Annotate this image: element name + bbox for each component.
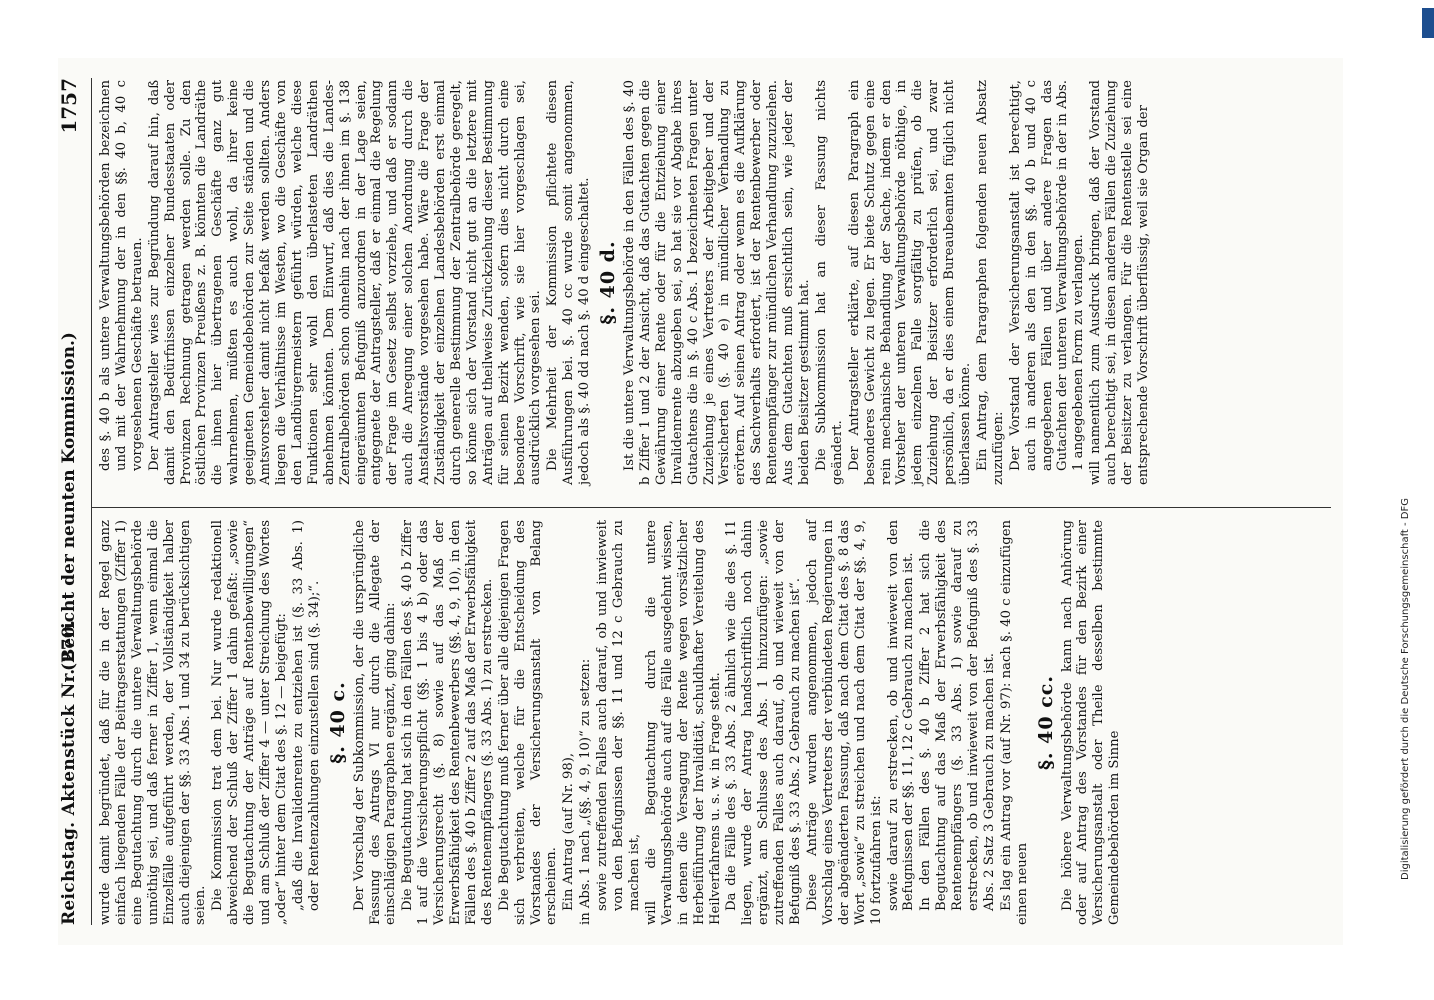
- rotated-page: [58, 58, 1343, 945]
- paragraph: In den Fällen des §. 40 b Ziffer 2 hat sich die Begutachtung auf das Maß der Erwerbsfähigkeit des Rentenempfängers (§. 33 Abs. 1) sowie darauf zu erstrecken, ob und inwieweit von der Befugniß des §. 33 Abs. 2 Satz 3 Gebrauch zu machen ist.: [918, 520, 997, 911]
- section-heading: §. 40 c.: [326, 681, 349, 764]
- paragraph: Die Mehrheit der Kommission pflichtete diesen Ausführungen bei. §. 40 cc wurde somit angenommen, jedoch als §. 40 dd nach §. 40 d eingeschaltet.: [545, 80, 593, 485]
- paragraph: Der Antragsteller wies zur Begründung darauf hin, daß damit den Bedürfnissen einzelner Bundesstaaten oder Provinzen Rechnung getragen werden solle. Zu den östlichen Provinzen Preußens z. B. könnten die Landräthe die ihnen hier übertragenen Geschäfte ganz gut wahrnehmen, müßten es auch wohl, da ihrer keine geeigneten Gemeindebehörden zur Seite ständen und die Amtsvorsteher damit nicht befaßt werden sollten. Anders liegen die Verhältnisse im Westen, wo die Geschäfte von den Landbürgermeistern geführt würden, welche diese Funktionen sehr wohl den überlasteten Landräthen abnehmen könnten. Dem Einwurf, daß dies die Landes-Zentralbehörden schon ohnehin nach der ihnen im §. 138 eingeräumten Befugniß anzuordnen in der Lage seien, entgegnete der Antragsteller, daß er einmal die Regelung der Frage im Gesetz selbst vorziehe, und daß er sodann auch die Anregung einer solchen Anordnung durch die Anstaltsvorstände vorgesehen habe. Wäre die Frage der Zuständigkeit der einzelnen Landesbehörden erst einmal durch generelle Bestimmung der Zentralbehörde geregelt, so könne sich der Vorstand nicht gut an die letztere mit Anträgen auf theilweise Zurückziehung dieser Bestimmung für seinen Bezirk wenden, sofern dies nicht durch eine besondere Vorschrift, wie sie hier vorgeschlagen sei, ausdrücklich vorgesehen sei.: [146, 80, 544, 485]
- paragraph: Die Kommission trat dem bei. Nur wurde redaktionell abweichend der Schluß der Ziffer 1 dahin gefaßt: „sowie die Begutachtung der Anträge auf Rentenbewilligungen“ und am Schluß der Ziffer 4 — unter Streichung des Wortes „oder“ hinter dem Citat des §. 12 — beigefügt:: [210, 520, 289, 925]
- section-heading: §. 40 cc.: [1034, 675, 1057, 770]
- paragraph: Der Antragsteller erklärte, auf diesen Paragraph ein besonderes Gewicht zu legen. Er biete Schutz gegen eine rein mechanische Behandlung der Sache, indem er den Vorsteher der unteren Verwaltungsbehörde nöthige, in jedem einzelnen Falle sorgfältig zu prüfen, ob die Zuziehung der Beisitzer erforderlich sei, und zwar persönlich, da er dies einem Bureaubeamten füglich nicht überlassen könne.: [846, 80, 974, 485]
- paragraph: wurde damit begründet, daß für die in der Regel ganz einfach liegenden Fälle der Beitragserstattungen (Ziffer 1) eine Begutachtung durch die untere Verwaltungsbehörde unnöthig sei, und daß ferner in Ziffer 1, wenn einmal die Einzelfälle aufgeführt werden, der Vollständigkeit halber auch diejenigen der §§. 33 Abs. 1 und 34 zu berücksichtigen seien.: [98, 520, 209, 925]
- dfg-logo: [1422, 8, 1434, 38]
- header-center: (Bericht der neunten Kommission.): [59, 332, 79, 671]
- paragraph: sowie darauf zu erstrecken, ob und inwieweit von den Befugnissen der §§. 11, 12 c Gebrauch zu machen ist.: [885, 520, 917, 911]
- paragraph: Die Subkommission hat an dieser Fassung nichts geändert.: [813, 80, 845, 485]
- paragraph: des §. 40 b als untere Verwaltungsbehörden bezeichnen und mit der Wahrnehmung der in den §§. 40 b, 40 c vorgesehenen Geschäfte betrauen.: [98, 80, 145, 471]
- paragraph: sowie zutreffenden Falles auch darauf, ob und inwieweit von den Befugnissen der §§. 11 und 12 c Gebrauch zu machen ist,: [595, 520, 642, 911]
- paragraph: Der Vorschlag der Subkommission, der die ursprüngliche Fassung des Antrags VI nur durch die Allegate der einschlägigen Paragraphen ergänzt, ging dahin:: [351, 520, 399, 925]
- paragraph: „daß die Invalidenrente zu entziehen ist (§. 33 Abs. 1) oder Rentenzahlungen einzustellen sind (§. 34);“.: [290, 520, 322, 911]
- header-left: Reichstag. Aktenstück Nr. 270.: [59, 619, 79, 925]
- left-column: [98, 520, 1124, 925]
- paragraph: Die Begutachtung hat sich in den Fällen des §. 40 b Ziffer 1 auf die Versicherungspflicht (§§. 1 bis 4 b) oder das Versicherungsrecht (§. 8) sowie auf das Maß der Erwerbsfähigkeit des Rentenbewerbers (§§. 4, 9, 10), in den Fällen des §. 40 b Ziffer 2 auf das Maß der Erwerbsfähigkeit des Rentenempfängers (§. 33 Abs. 1) zu erstrecken.: [400, 520, 495, 925]
- column-divider: [91, 507, 1331, 508]
- section-heading: §. 40 d.: [597, 240, 620, 325]
- paragraph: Ein Antrag, dem Paragraphen folgenden neuen Absatz zuzufügen:: [974, 80, 1006, 485]
- paragraph: Der Vorstand der Versicherungsanstalt ist berechtigt, auch in anderen als den in den §§. 40 b und 40 c angegebenen Fällen und über andere Fragen das Gutachten der unteren Verwaltungsbehörde in der in Abs. 1 angegebenen Form zu verlangen.: [1007, 80, 1087, 471]
- scanned-page: [58, 58, 1343, 945]
- paragraph: Ist die untere Verwaltungsbehörde in den Fällen des §. 40 b Ziffer 1 und 2 der Ansicht, daß das Gutachten gegen die Gewährung einer Rente oder für die Entziehung einer Invalidenrente abzugeben sei, so hat sie vor Abgabe ihres Gutachtens die in §. 40 c Abs. 1 bezeichneten Fragen unter Zuziehung je eines Vertreters der Arbeitgeber und der Versicherten (§. 40 e) in mündlicher Verhandlung zu erörtern. Auf seinen Antrag oder wenn es die Aufklärung des Sachverhalts erfordert, ist der Rentenbewerber oder Rentenempfänger zur mündlichen Verhandlung zuzuziehen. Aus dem Gutachten muß ersichtlich sein, wie jeder der beiden Beisitzer gestimmt hat.: [622, 80, 812, 485]
- paragraph: Ein Antrag (auf Nr. 98),: [561, 752, 577, 911]
- digitization-note: Digitalisierung gefördert durch die Deutsche Forschungsgemeinschaft - DFG: [1400, 497, 1411, 880]
- paragraph: Da die Fälle des §. 33 Abs. 2 ähnlich wie die des §. 11 liegen, wurde der Antrag handschriftlich noch dahin ergänzt, am Schlusse des Abs. 1 hinzuzufügen: „sowie zutreffenden Falles auch darauf, ob und wieweit von der Befugniß des §. 33 Abs. 2 Gebrauch zu machen ist“.: [724, 520, 804, 925]
- paragraph: Die Begutachtung muß ferner über alle diejenigen Fragen sich verbreiten, welche für die Entscheidung des Vorstandes der Versicherungsanstalt von Belang erscheinen.: [496, 520, 560, 925]
- paragraph: Es lag ein Antrag vor (auf Nr. 97): nach §. 40 c einzufügen einen neuen: [998, 520, 1030, 925]
- paragraph: will namentlich zum Ausdruck bringen, daß der Vorstand auch berechtigt sei, in diesen anderen Fällen die Zuziehung der Beisitzer zu verlangen. Für die Rentenstelle sei eine entsprechende Vorschrift überflüssig, weil sie Organ der: [1088, 80, 1151, 485]
- page-number: 1757: [57, 78, 81, 134]
- paragraph: Diese Anträge wurden angenommen, jedoch auf Vorschlag eines Vertreters der verbündeten Regierungen in der abgeänderten Fassung, daß nach dem Citat des §. 8 das Wort „sowie“ zu streichen und nach dem Citat der §§. 4, 9, 10 fortzufahren ist:: [804, 520, 884, 925]
- page-header: [57, 78, 90, 925]
- paragraph: in Abs. 1 nach „(§§. 4, 9, 10)“ zu setzen:: [578, 658, 594, 925]
- paragraph: will die Begutachtung durch die untere Verwaltungsbehörde auch auf die Fälle ausgedehnt wissen, in denen die Versagung der Rente wegen vorsätzlicher Herbeiführung der Invalidität, schuldhafter Vereitelung des Heilverfahrens u. s. w. in Frage steht.: [643, 520, 723, 925]
- header-rule: [91, 78, 92, 925]
- right-column: [98, 80, 1153, 485]
- paragraph: Die höhere Verwaltungsbehörde kann nach Anhörung oder auf Antrag des Vorstandes für den Bezirk einer Versicherungsanstalt oder Theile desselben bestimmte Gemeindebehörden im Sinne: [1059, 520, 1123, 925]
